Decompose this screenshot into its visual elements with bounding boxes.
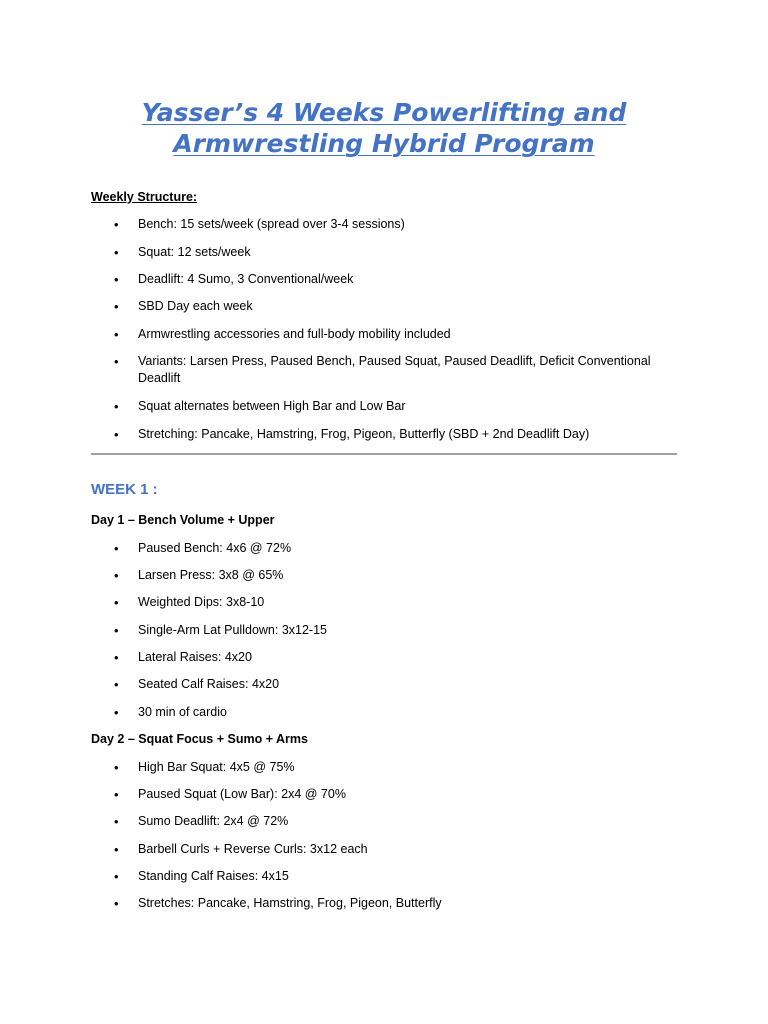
list-item: • Sumo Deadlift: 2x4 @ 72% [0, 813, 668, 830]
list-item: • Paused Squat (Low Bar): 2x4 @ 70% [0, 786, 668, 803]
list-item: • Larsen Press: 3x8 @ 65% [0, 567, 668, 584]
list-item: • Bench: 15 sets/week (spread over 3-4 sessions) [0, 216, 668, 233]
list-item: • Squat alternates between High Bar and Low Bar [0, 398, 668, 415]
list-item: • Standing Calf Raises: 4x15 [0, 868, 668, 885]
title-line-2: Armwrestling Hybrid Program [173, 129, 595, 158]
title-line-1: Yasser’s 4 Weeks Powerlifting and [141, 98, 627, 127]
list-item: • Seated Calf Raises: 4x20 [0, 676, 668, 693]
list-item: • Stretching: Pancake, Hamstring, Frog, Pigeon, Butterfly (SBD + 2nd Deadlift Day) [0, 426, 668, 443]
list-item: • Armwrestling accessories and full-body mobility included [0, 326, 668, 343]
list-item: • Stretches: Pancake, Hamstring, Frog, Pigeon, Butterfly [0, 895, 668, 912]
list-item: • SBD Day each week [0, 298, 668, 315]
day-1-heading: Day 1 – Bench Volume + Upper [91, 513, 275, 527]
week-1-heading: WEEK 1 : [91, 481, 158, 498]
page-title [0, 97, 768, 159]
list-item: • Paused Bench: 4x6 @ 72% [0, 540, 668, 557]
day-2-heading: Day 2 – Squat Focus + Sumo + Arms [91, 732, 308, 746]
list-item: • Weighted Dips: 3x8-10 [0, 594, 668, 611]
weekly-structure-heading: Weekly Structure: [91, 190, 198, 204]
list-item: • 30 min of cardio [0, 704, 668, 721]
list-item: • Deadlift: 4 Sumo, 3 Conventional/week [0, 271, 668, 288]
section-divider [91, 453, 677, 455]
list-item: • Lateral Raises: 4x20 [0, 649, 668, 666]
list-item: • High Bar Squat: 4x5 @ 75% [0, 759, 668, 776]
list-item: • Single-Arm Lat Pulldown: 3x12-15 [0, 622, 668, 639]
list-item: • Variants: Larsen Press, Paused Bench, Paused Squat, Paused Deadlift, Deficit Conventional Deadlift [0, 353, 668, 387]
list-item: • Squat: 12 sets/week [0, 244, 668, 261]
list-item: • Barbell Curls + Reverse Curls: 3x12 each [0, 841, 668, 858]
